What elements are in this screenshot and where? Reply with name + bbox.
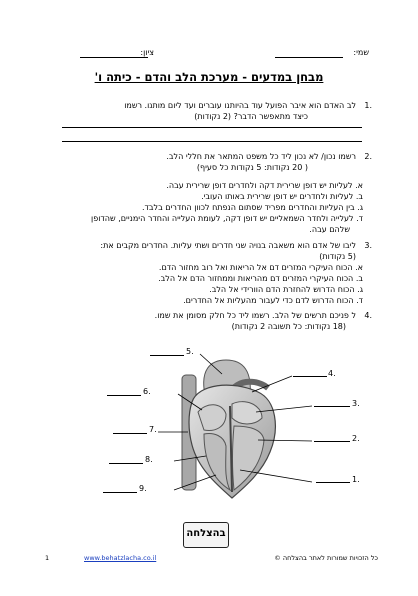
diagram-label-6: 6. xyxy=(143,387,151,396)
diagram-answer-line-8[interactable] xyxy=(109,463,143,464)
q4-number: 4. xyxy=(364,311,372,320)
q2-text-line1: רשמו נכון/ לא נכון ליד כל משפט המתאר את חללי הלב. xyxy=(166,152,356,161)
site-link[interactable]: www.behatzlacha.co.il xyxy=(84,554,157,562)
q2-item-d-cont: שלהם עבה. xyxy=(309,225,350,234)
q3-item-c: ג. הכוח הדרוש להחזרת הדם הוורידי אל הלב. xyxy=(209,285,363,294)
q2-number: 2. xyxy=(364,152,372,161)
grade-field-line[interactable] xyxy=(80,57,148,58)
q1-text-line1: לב האדם הוא איבר הפועל עוד בהיותנו עוברים ועד ליום מותנו. רשמו xyxy=(124,101,356,110)
q3-text-line1: ליבו של אדם הוא משאבה בנויה שני חדרים ושתי עליות. החדרים מקבים את: xyxy=(100,241,356,250)
diagram-label-8: 8. xyxy=(145,455,153,464)
page-number: 1 xyxy=(45,554,50,562)
q3-item-a: א. הכוח העיקרי המזרים דם אל הריאות ואל רוב מחזור הדם. xyxy=(158,263,363,272)
diagram-answer-line-3[interactable] xyxy=(314,406,350,407)
diagram-answer-line-9[interactable] xyxy=(103,492,137,493)
diagram-answer-line-1[interactable] xyxy=(316,482,350,483)
q2-item-a: א. לעליות יש דופן שרירית דקה ולחדרים דופן שרירית עבה. xyxy=(166,181,363,190)
diagram-answer-line-6[interactable] xyxy=(107,395,141,396)
success-logo xyxy=(183,522,229,548)
success-logo-text: בהצלחה xyxy=(186,528,226,539)
copyright-text: כל הזכויות שמורות לאתר בהצלחה © xyxy=(274,554,378,562)
grade-label: ציון: xyxy=(140,48,154,57)
q2-item-b: ב. לעליות ולחדרים יש דופן שרירית באותו העובי. xyxy=(201,192,363,201)
diagram-label-1: 1. xyxy=(352,475,360,484)
diagram-answer-line-2[interactable] xyxy=(314,441,350,442)
heart-diagram xyxy=(0,340,418,510)
diagram-label-5: 5. xyxy=(186,347,194,356)
q3-item-d: ד. הכוח הדרוש לדם כדי לעבור מהעליות אל החדרים. xyxy=(183,296,363,305)
q1-number: 1. xyxy=(364,101,372,110)
diagram-label-3: 3. xyxy=(352,399,360,408)
q3-text-line2: (5 נקודות) xyxy=(319,252,356,261)
diagram-answer-line-4[interactable] xyxy=(293,376,327,377)
diagram-answer-line-5[interactable] xyxy=(150,355,184,356)
diagram-label-4: 4. xyxy=(328,369,336,378)
q4-text-line1: ל פניכם תרשים של הלב. רשמו ליד כל חלק מסומן את שמו. xyxy=(154,311,356,320)
q1-answer-line-2[interactable] xyxy=(62,141,362,142)
q1-answer-line-1[interactable] xyxy=(62,127,362,128)
q4-text-line2: (18 נקודות: כל תשובה 2 נקודות) xyxy=(231,322,346,331)
name-field-line[interactable] xyxy=(275,57,343,58)
page-title: מבחן במדעים - מערכת הלב והדם - כיתה ו' xyxy=(94,70,324,84)
diagram-label-7: 7. xyxy=(149,425,157,434)
diagram-label-9: 9. xyxy=(139,484,147,493)
q2-text-line2: ( 20 נקודות: 5 נקודות כל סעיף) xyxy=(196,163,308,172)
q2-item-d: ד. לעלייה ולחדר השמאליים יש דופן דקה, לעומת העלייה והחדר הימניים, שהדופן xyxy=(91,214,363,223)
q3-item-b: ב. הכוח העיקרי המזרים דם מהריאות וממחזור הדם אל הלב. xyxy=(158,274,363,283)
q3-number: 3. xyxy=(364,241,372,250)
diagram-label-2: 2. xyxy=(352,434,360,443)
name-label: שמי: xyxy=(353,48,369,57)
q2-item-c: ג. בין העליות והחדרים מפריד שסתום הנפתח לכוון החדרים בלבד. xyxy=(141,203,363,212)
diagram-answer-line-7[interactable] xyxy=(113,433,147,434)
q1-text-line2: כיצד מתאפשר הדבר? (2 נקודות) xyxy=(194,112,308,121)
